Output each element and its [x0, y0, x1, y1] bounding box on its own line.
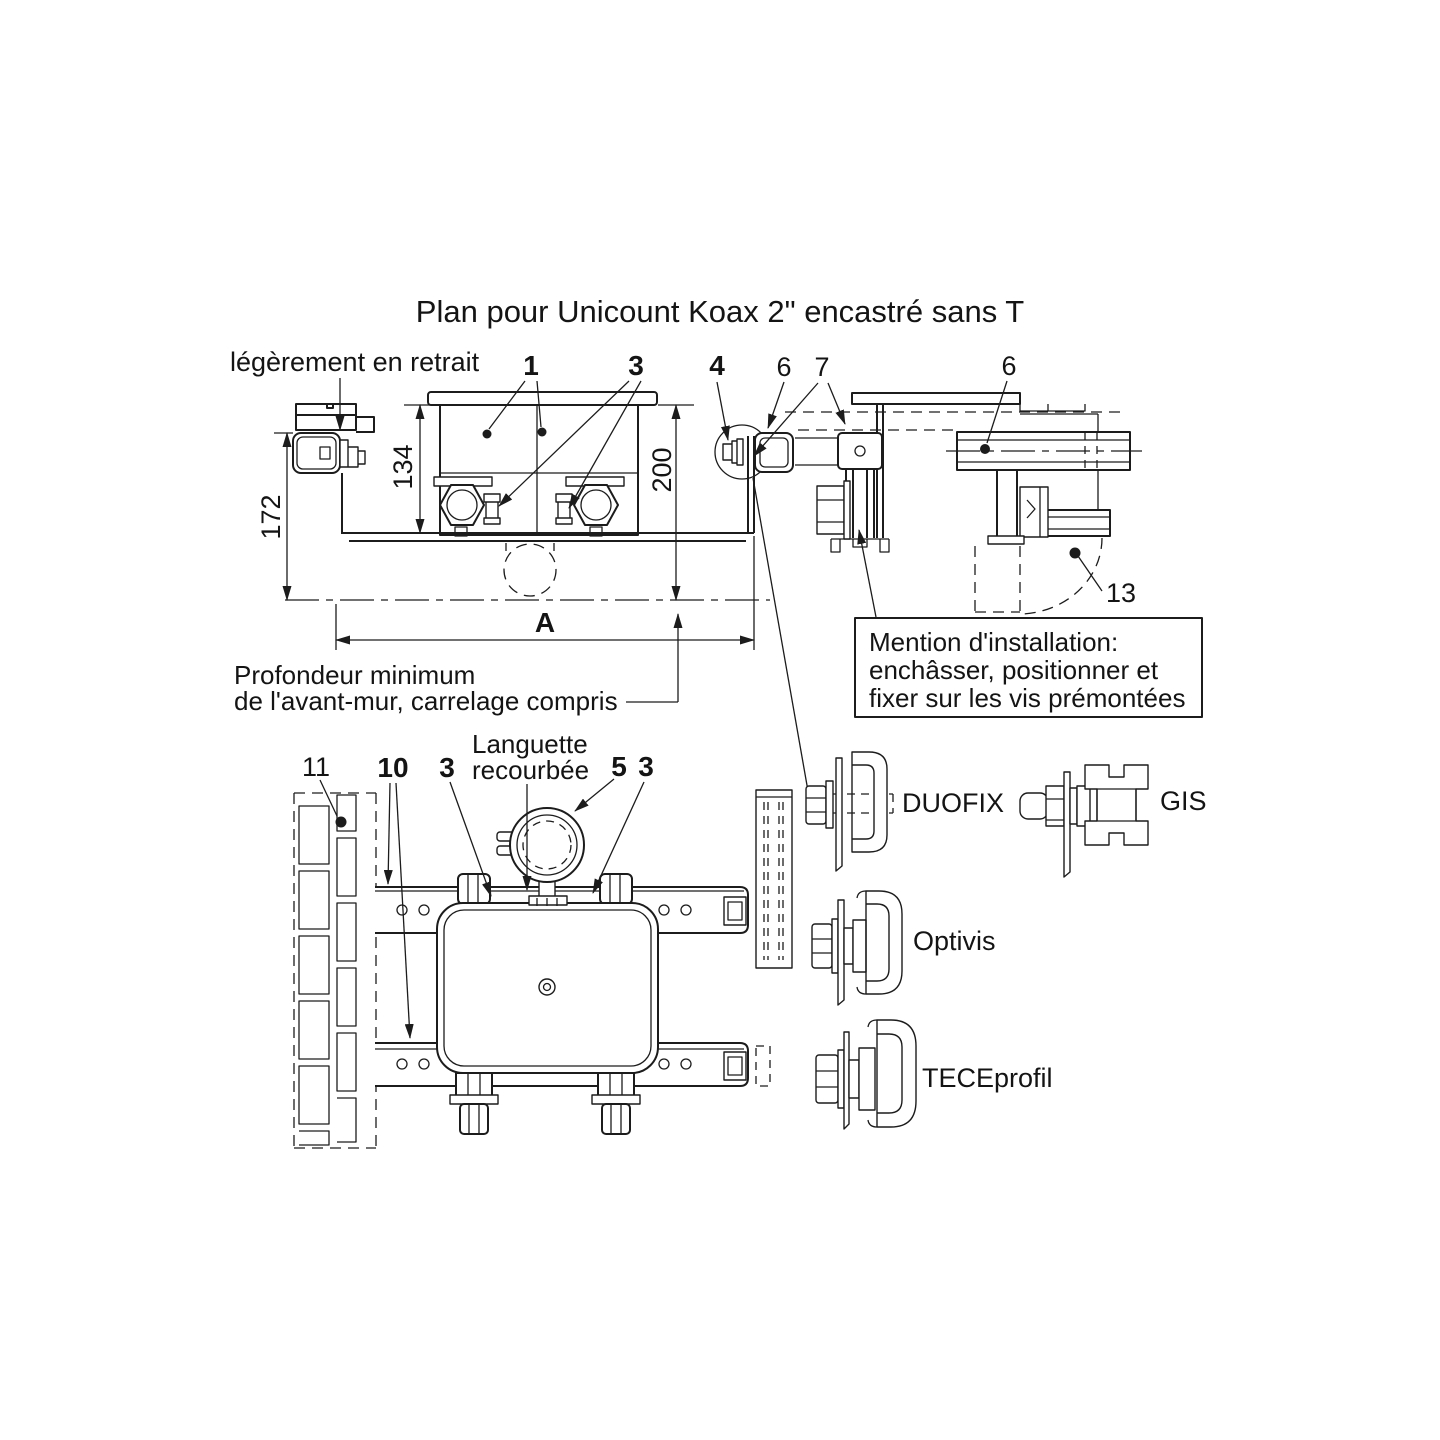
page-title: Plan pour Unicount Koax 2" encastré sans T — [415, 294, 1025, 329]
union-fitting-right — [556, 494, 572, 524]
detail-to-duofix-leader — [753, 478, 808, 791]
premounted-screw-hex — [817, 486, 844, 534]
optivis-block-a — [844, 928, 853, 964]
callout-3: 3 — [628, 350, 644, 381]
tile-wall-boundary — [294, 793, 376, 1148]
second-clamp — [1020, 487, 1048, 537]
support-verticals — [877, 404, 883, 538]
product-label-optivis: Optivis — [913, 926, 996, 956]
bottom-rail-latch — [724, 1052, 746, 1080]
pipe-collar — [988, 536, 1024, 544]
tab-label-line2: recourbée — [472, 755, 590, 785]
clamp-stem-base — [529, 896, 567, 905]
depth-note-line2: de l'avant-mur, carrelage compris — [234, 686, 618, 716]
product-teceprofil — [816, 1020, 1053, 1129]
callout-6-right-dot — [980, 444, 990, 454]
optivis-block-b — [853, 920, 866, 972]
tece-block-a — [849, 1060, 859, 1098]
callout-11: 11 — [301, 752, 331, 782]
gis-sleeve — [1077, 786, 1090, 826]
slide-block-top-right — [600, 874, 632, 904]
callout-4-leader — [717, 382, 728, 440]
side-panel — [756, 790, 792, 968]
bracket-to-clamp-lines — [795, 438, 840, 465]
detail-screw — [723, 439, 743, 465]
callout-6-left-leader — [768, 382, 784, 428]
duofix-plate — [836, 758, 842, 871]
left-bracket-bolt — [340, 440, 365, 467]
callout-1: 1 — [523, 350, 539, 381]
slide-block-bottom-right — [598, 1073, 634, 1097]
duofix-channel — [852, 752, 887, 852]
gis-plate — [1064, 772, 1070, 877]
center-pipe — [997, 470, 1017, 538]
front-view — [294, 729, 792, 1148]
callout-13-dot — [1070, 548, 1081, 559]
install-note-line2: enchâsser, positionner et — [869, 655, 1159, 685]
pipe-stub-lines — [506, 543, 554, 556]
install-note — [855, 530, 1202, 717]
union-fitting-left — [484, 494, 500, 524]
dim-172-value: 172 — [256, 494, 286, 540]
dim-200-value: 200 — [647, 447, 677, 493]
install-note-line3: fixer sur les vis prémontées — [869, 683, 1186, 713]
callout-4: 4 — [709, 350, 725, 381]
tece-channel — [877, 1020, 916, 1127]
callout-13: 13 — [1106, 578, 1137, 608]
callout-7-leader-b — [828, 383, 845, 424]
fixing-clamp — [838, 433, 882, 469]
callout-1-dot-a — [483, 430, 492, 439]
pipe-clamp-ring — [510, 808, 584, 882]
nut-bottom-right — [602, 1104, 630, 1134]
callout-6-right: 6 — [1001, 351, 1017, 381]
depth-note-line1: Profondeur minimum — [234, 660, 476, 690]
gis-profile — [1085, 765, 1148, 845]
callout-7: 7 — [814, 352, 830, 382]
callout-10-leader-a — [388, 783, 390, 884]
wall-ledge — [296, 404, 374, 432]
pipe-stub-dashed — [504, 544, 556, 596]
tile-wall-tiles — [299, 795, 356, 1145]
top-rail-latch — [724, 897, 746, 925]
duofix-hex-head — [806, 786, 826, 824]
callout-11-dot — [336, 817, 347, 828]
gis-flange — [1070, 788, 1077, 824]
product-label-duofix: DUOFIX — [902, 788, 1005, 818]
premounted-screw-washer — [844, 481, 850, 539]
bottom-rail-stub-dashed — [756, 1046, 770, 1086]
tab-label-line1: Languette — [472, 729, 588, 759]
washer-bottom-left — [450, 1095, 498, 1104]
callout-3a: 3 — [439, 752, 455, 783]
product-gis — [1020, 765, 1207, 877]
product-label-gis: GIS — [1160, 786, 1207, 816]
clamp-foot — [831, 539, 889, 552]
dim-134-value: 134 — [388, 444, 418, 490]
optivis-hex-head — [812, 924, 832, 968]
slide-block-bottom-left — [456, 1073, 492, 1097]
housing-flange — [428, 392, 657, 405]
tece-plate — [844, 1032, 849, 1129]
wall-dashed-lines — [785, 412, 1125, 430]
duofix-washer — [826, 781, 833, 828]
optivis-channel — [866, 891, 902, 994]
product-duofix — [806, 752, 1004, 871]
tece-washer — [838, 1050, 844, 1108]
optivis-washer — [832, 919, 838, 973]
product-optivis — [812, 891, 996, 1005]
callout-5: 5 — [611, 751, 627, 782]
callout-10: 10 — [377, 752, 409, 783]
side-view — [754, 351, 1142, 614]
left-rail-bracket — [293, 433, 340, 473]
install-note-line1: Mention d'installation: — [869, 627, 1119, 657]
callout-1-dot-b — [538, 428, 547, 437]
callout-6-left: 6 — [776, 352, 792, 382]
washer-bottom-right — [592, 1095, 640, 1104]
tece-block-b — [859, 1048, 875, 1110]
cover-screw — [539, 979, 555, 995]
elbow-dashed — [1022, 538, 1102, 614]
optivis-plate — [838, 900, 844, 1005]
callout-3b: 3 — [638, 751, 654, 782]
recessed-label: légèrement en retrait — [230, 347, 480, 377]
rail-bracket-side — [755, 433, 793, 472]
tece-hex-head — [816, 1055, 838, 1103]
product-label-teceprofil: TECEprofil — [922, 1063, 1053, 1093]
nut-bottom-left — [460, 1104, 488, 1134]
section-view — [230, 347, 770, 716]
drop-pipe-dashed — [975, 546, 1020, 612]
lower-rail — [1043, 510, 1110, 536]
gis-shaft — [1020, 793, 1048, 819]
rail-edge-top — [852, 393, 1020, 404]
dim-A-value: A — [534, 607, 556, 638]
